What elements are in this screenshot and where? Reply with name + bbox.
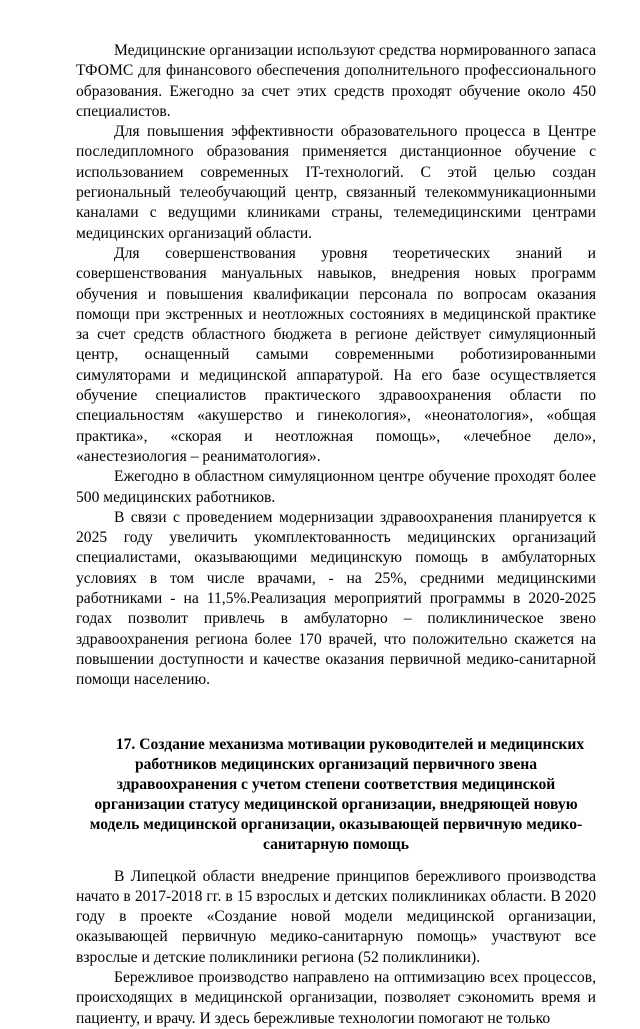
- paragraph-nz-tfoms: Медицинские организации используют средства нормированного запаса ТФОМС для финансового обеспечения дополнительного профессионального образования. Ежегодно за счет этих средств проходят обучение около 450 специалистов.: [76, 42, 596, 120]
- section-heading: [76, 735, 596, 855]
- paragraph-modernization: В связи с проведением модернизации здравоохранения планируется к 2025 году увеличить укомплектованность медицинских организаций специалистами, оказывающими медицинскую помощь в амбулаторных условиях в том числе врачами, - на 25%, средними медицинскими работниками - на 11,5%.Реализация мероприятий программы в 2020-2025 годах позволит привлечь в амбулаторно – поликлиническое звено здравоохранения региона более 170 врачей, что положительно скажется на повышении доступности и качестве оказания первичной медико-санитарной помощи населению.: [76, 508, 596, 689]
- paragraph-distance-learning: Для повышения эффективности образовательного процесса в Центре последипломного образования применяется дистанционное обучение с использованием современных IT-технологий. С этой целью создан региональный телеобучающий центр, связанный телекоммуникационными каналами с ведущими клиниками страны, телемедицинскими центрами медицинских организаций области.: [76, 123, 596, 242]
- paragraph-lean-production-intro: В Липецкой области внедрение принципов бережливого производства начато в 2017-2018 гг. в 15 взрослых и детских поликлиниках области. В 2020 году в проекте «Создание новой модели медицинской организации, оказывающей первичную медико-санитарную помощь» участвуют все взрослые и детские поликлиники региона (52 поликлиники).: [76, 867, 596, 966]
- section-title: Создание механизма мотивации руководителей и медицинских работников медицинских организаций первичного звена здравоохранения с учетом степени соответствия медицинской организации статусу медицинской организации, внедряющей новую модель медицинской организации, оказывающей первичную медико-санитарную помощь: [89, 735, 585, 853]
- paragraph-lean-production-goal: Бережливое производство направлено на оптимизацию всех процессов, происходящих в медицинской организации, позволяет сэкономить время и пациенту, и врачу. И здесь бережливые технологии помогают не только: [76, 968, 596, 1027]
- paragraph-simulation-center: Для совершенствования уровня теоретических знаний и совершенствования мануальных навыков, внедрения новых программ обучения и повышения квалификации персонала по вопросам оказания помощи при экстренных и неотложных состояниях в медицинской практике за счет средств областного бюджета в регионе действует симуляционный центр, оснащенный самыми современными роботизированными симуляторами и медицинской аппаратурой. На его базе осуществляется обучение специалистов практического здравоохранения области по специальностям «акушерство и гинекология», «неонатология», «общая практика», «скорая и неотложная помощь», «лечебное дело», «анестезиология – реаниматология».: [76, 244, 596, 465]
- paragraph-simulation-stats: Ежегодно в областном симуляционном центре обучение проходят более 500 медицинских работников.: [76, 468, 596, 506]
- section-number: 17.: [115, 735, 136, 753]
